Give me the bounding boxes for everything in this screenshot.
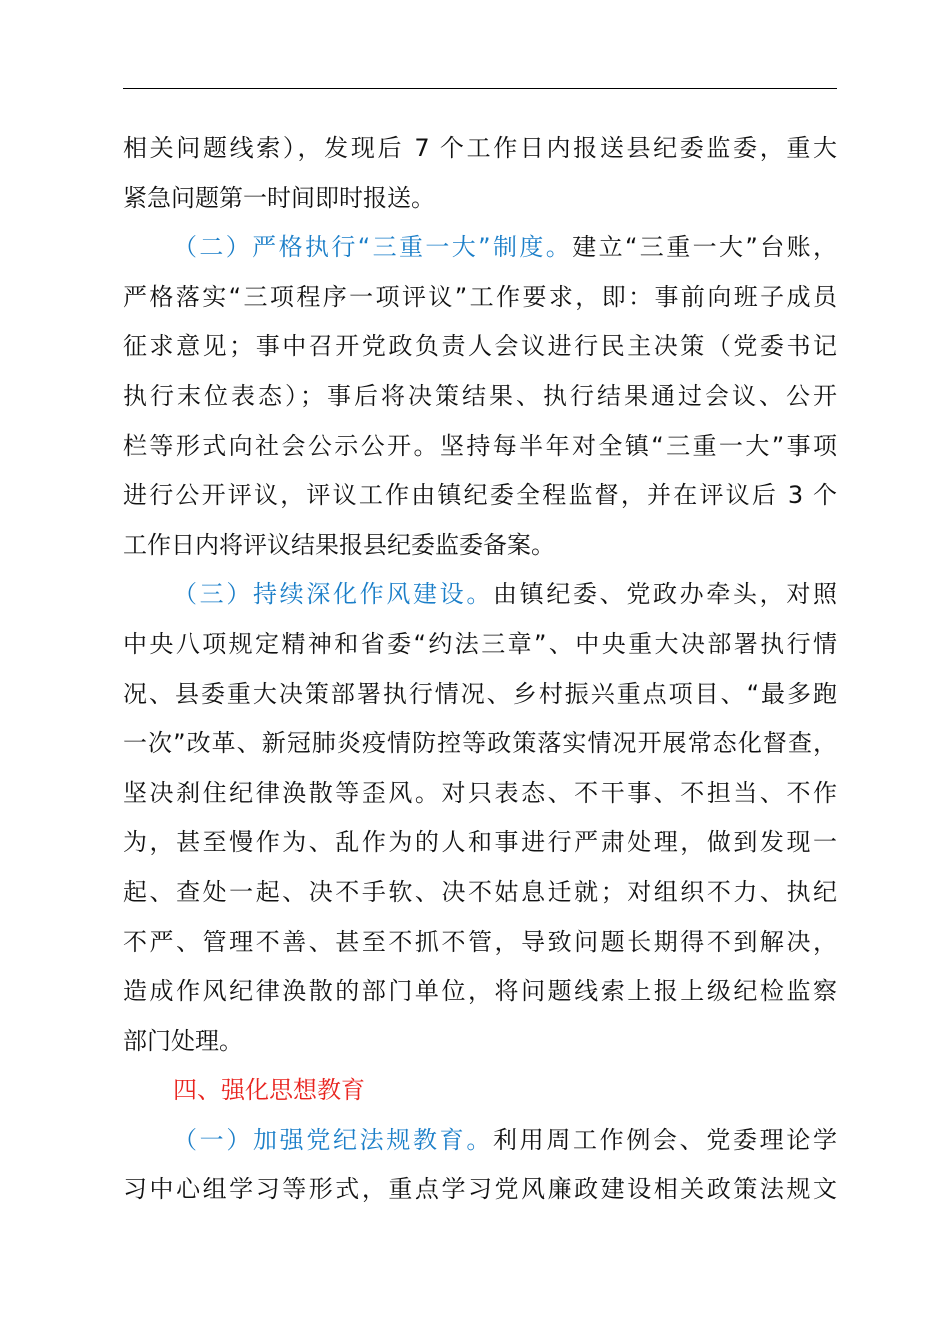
text-run: 建立“三重一大”台账， [572, 233, 837, 262]
text-line: 紧急问题第一时间即时报送。 [123, 183, 435, 212]
text-line: 中央八项规定精神和省委“约法三章”、中央重大决部署执行情 [123, 629, 837, 658]
subsection-heading: （一）加强党纪法规教育。 [173, 1125, 493, 1154]
text-line: 进行公开评议，评议工作由镇纪委全程监督，并在评议后 3 个 [123, 481, 837, 510]
text-line: 不严、管理不善、甚至不抓不管，导致问题长期得不到解决， [123, 927, 837, 956]
text-line [123, 223, 837, 273]
text-line [123, 570, 837, 620]
subsection-heading: （二）严格执行“三重一大”制度。 [173, 233, 573, 262]
text-line: 习中心组学习等形式，重点学习党风廉政建设相关政策法规文 [123, 1175, 837, 1204]
text-line: 起、查处一起、决不手软、决不姑息迁就；对组织不力、执纪 [123, 877, 837, 906]
text-line [123, 1116, 837, 1166]
text-line: 况、县委重大决策部署执行情况、乡村振兴重点项目、“最多跑 [123, 679, 837, 708]
text-line: 一次”改革、新冠肺炎疫情防控等政策落实情况开展常态化督查， [123, 729, 837, 758]
text-line: 栏等形式向社会公示公开。坚持每半年对全镇“三重一大”事项 [123, 431, 837, 460]
header-rule [123, 88, 837, 89]
text-run: 利用周工作例会、党委理论学 [493, 1125, 837, 1154]
text-line: 严格落实“三项程序一项评议”工作要求，即：事前向班子成员 [123, 282, 837, 311]
paragraph-1 [123, 124, 837, 223]
text-line: 工作日内将评议结果报县纪委监委备案。 [123, 530, 555, 559]
text-run: 由镇纪委、党政办牵头，对照 [493, 580, 837, 609]
paragraph-3 [123, 570, 837, 1066]
text-line: 坚决刹住纪律涣散等歪风。对只表态、不干事、不担当、不作 [123, 778, 837, 807]
document-body [123, 124, 837, 1215]
subsection-heading: （三）持续深化作风建设。 [173, 580, 493, 609]
text-line: 为，甚至慢作为、乱作为的人和事进行严肃处理，做到发现一 [123, 828, 837, 857]
section-heading: 四、强化思想教育 [173, 1076, 365, 1105]
text-line: 相关问题线索），发现后 7 个工作日内报送县纪委监委，重大 [123, 134, 837, 162]
text-line: 征求意见；事中召开党政负责人会议进行民主决策（党委书记 [123, 332, 837, 361]
paragraph-4 [123, 1116, 837, 1215]
text-line: 执行末位表态）；事后将决策结果、执行结果通过会议、公开 [123, 381, 837, 410]
text-line: 造成作风纪律涣散的部门单位，将问题线索上报上级纪检监察 [123, 977, 837, 1006]
text-line: 部门处理。 [123, 1026, 243, 1055]
paragraph-2 [123, 223, 837, 570]
